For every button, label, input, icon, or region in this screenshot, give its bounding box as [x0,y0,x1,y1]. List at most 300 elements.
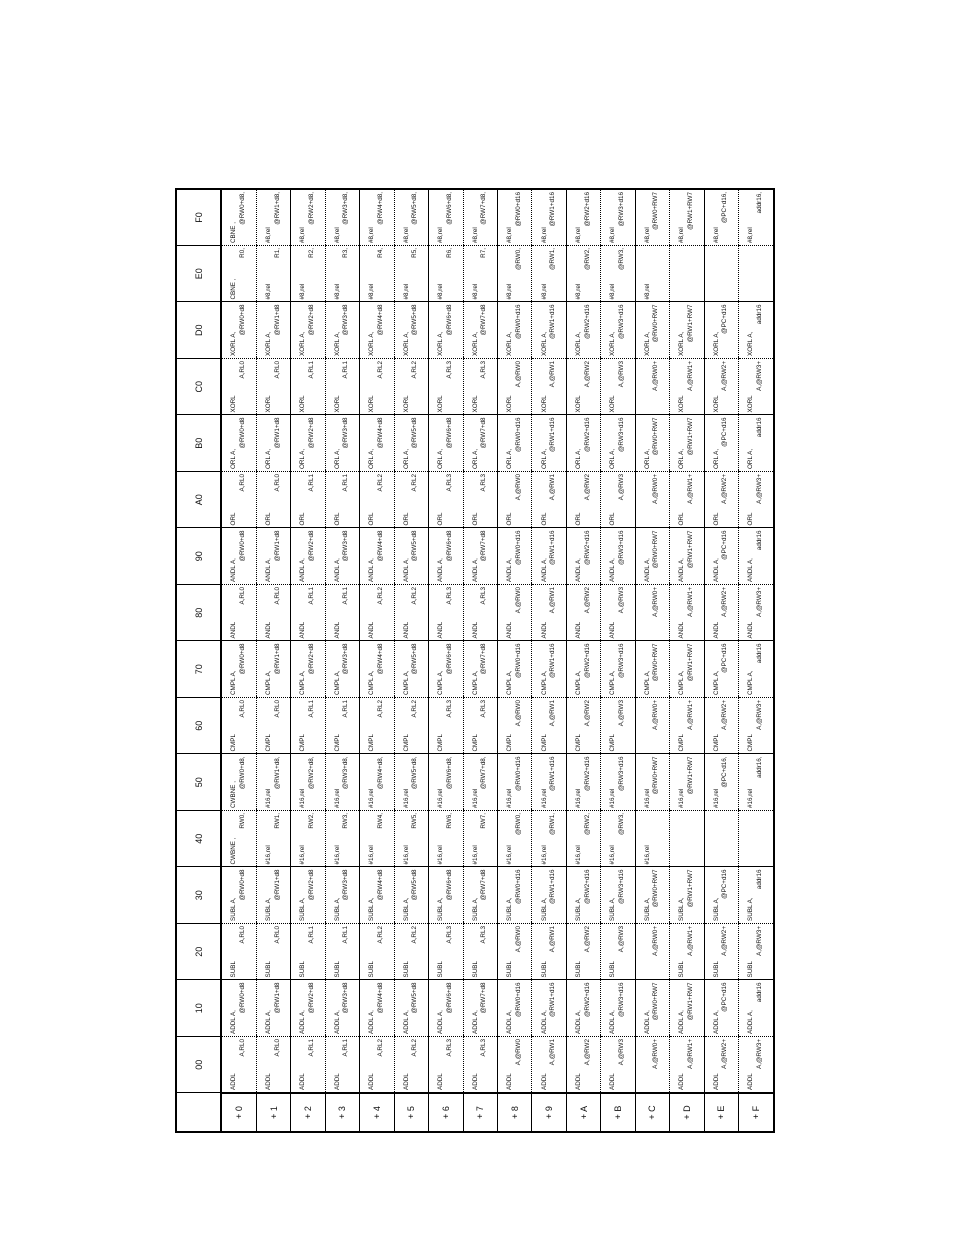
operand-text: @RW3+d16 [617,756,625,791]
mnemonic-text: XORL [230,395,238,413]
mnemonic-text: #8,rel [747,227,755,243]
mnemonic-text: #8,rel [540,227,548,243]
opcode-cell [325,811,359,868]
opcode-cell [256,302,290,359]
operand-text: @RW2+d8, [308,192,316,225]
mnemonic-text: SUBL A, [678,897,686,921]
table-row [601,189,635,1132]
operand-text: A,@RW3+ [756,1039,763,1069]
row-header: + 0 [221,1093,256,1132]
mnemonic-text: ORL [678,512,686,526]
mnemonic-text: SUBL [368,961,376,978]
operand-text: A,@RW1 [549,587,557,614]
mnemonic-text: #16,rel [333,788,341,808]
operand-text: A,RL0 [238,587,246,605]
mnemonic-text: ORL [471,512,479,526]
opcode-cell [221,359,256,416]
operand-text: @RW6+d8 [445,869,453,901]
opcode-cell [221,867,256,924]
rotated-table-frame [175,190,775,1133]
mnemonic-text: #8,rel [402,283,410,300]
operand-text: RW0, [238,813,246,829]
opcode-cell [394,415,428,472]
opcode-cell [394,528,428,585]
mnemonic-text: XORL A, [574,331,582,356]
operand-text: A,RL3 [445,926,453,944]
mnemonic-text: SUBL [230,961,238,978]
opcode-cell [221,811,256,868]
opcode-cell [256,415,290,472]
mnemonic-text: #8,rel [333,283,341,300]
mnemonic-text: #8,rel [368,227,376,243]
opcode-cell [429,189,463,246]
mnemonic-text: XORL A, [540,331,548,356]
opcode-cell [635,924,669,981]
mnemonic-text: XORL A, [609,331,617,356]
mnemonic-text: #16,rel [574,788,582,808]
opcode-cell [360,246,394,303]
operand-text: @RW3+d8 [342,304,350,336]
opcode-cell [704,189,738,246]
opcode-cell [394,811,428,868]
mnemonic-text: CMPL A, [609,670,617,695]
opcode-cell [256,980,290,1037]
opcode-cell [394,1037,428,1094]
opcode-cell [670,980,704,1037]
operand-text: A,@RW3 [617,1039,625,1066]
mnemonic-text: #16,rel [609,845,617,865]
opcode-cell [497,528,531,585]
opcode-cell [670,754,704,811]
mnemonic-text: XORL [609,395,617,413]
row-header: + D [670,1093,704,1132]
opcode-cell [635,698,669,755]
table-row [429,189,463,1132]
opcode-cell [704,754,738,811]
operand-text: A,@RW3 [617,361,625,388]
column-header: 20 [176,924,221,981]
operand-text: A,RL1 [342,1039,350,1057]
mnemonic-text: ORL [265,512,273,526]
mnemonic-text: ADDL [437,1073,445,1090]
mnemonic-text: CMPL [609,734,617,752]
mnemonic-text: XORL [712,395,720,413]
opcode-cell [497,246,531,303]
mnemonic-text: ANDL A, [643,558,651,582]
operand-text: A,@RW2+ [721,1039,729,1069]
mnemonic-text: #8,rel [609,227,617,243]
opcode-cell [291,246,325,303]
operand-text: @RW0+d8, [238,192,246,225]
operand-text: @RW1+d8, [273,756,281,790]
opcode-cell [566,1037,600,1094]
mnemonic-text: XORL A, [506,331,514,356]
opcode-cell [325,867,359,924]
operand-text: @RW3+d8, [342,192,350,225]
table-row [394,189,428,1132]
opcode-cell [463,528,497,585]
mnemonic-text: ADDL [333,1073,341,1090]
operand-text: addr16 [756,982,763,1003]
operand-text: A,@RW1+ [686,1039,694,1069]
opcode-cell [739,585,774,642]
opcode-cell [635,980,669,1037]
mnemonic-text: CMPL [402,734,410,752]
opcode-cell [704,867,738,924]
operand-text: @RW2+d8 [308,304,316,336]
opcode-cell [497,1037,531,1094]
opcode-cell [429,528,463,585]
opcode-cell [532,754,566,811]
operand-text: A,RL0 [273,361,281,379]
row-header: + 7 [463,1093,497,1132]
mnemonic-text: ADDL [712,1073,720,1090]
mnemonic-text: ORL A, [230,448,238,469]
operand-text: @RW0+d16 [514,530,522,565]
mnemonic-text: ADDL [368,1073,376,1090]
table-row [739,189,774,1132]
opcode-cell [394,980,428,1037]
opcode-cell [463,754,497,811]
operand-text: @RW1+d8 [273,643,281,675]
opcode-cell [394,302,428,359]
mnemonic-text: CBNE , [230,278,238,300]
opcode-cell [566,585,600,642]
mnemonic-text: #16,rel [299,845,307,865]
opcode-cell [291,528,325,585]
opcode-cell [704,415,738,472]
mnemonic-text: ORL [333,512,341,526]
operand-text: RW6, [445,813,453,829]
column-header: D0 [176,302,221,359]
mnemonic-text: SUBL A, [643,897,651,921]
operand-text: @RW3, [617,248,625,271]
operand-text: @RW3+d16 [617,192,625,227]
mnemonic-text: ORL [299,512,307,526]
opcode-cell [704,1037,738,1094]
mnemonic-text: SUBL [540,961,548,978]
column-header-row [176,189,221,1132]
mnemonic-text: ORL A, [643,448,651,469]
mnemonic-text: SUBL [471,961,479,978]
opcode-cell [635,359,669,416]
mnemonic-text: ANDL A, [540,558,548,582]
operand-text: @RW7+d8 [480,982,488,1014]
mnemonic-text: #8,rel [540,283,548,300]
opcode-cell [670,924,704,981]
opcode-cell [601,641,635,698]
mnemonic-text: CMPL A, [540,670,548,695]
operand-text: A,RL0 [273,587,281,605]
mnemonic-text: ANDL A, [368,558,376,582]
mnemonic-text: #16,rel [402,845,410,865]
operand-text: A,@RW1 [549,1039,557,1066]
opcode-cell [463,472,497,529]
mnemonic-text: ANDL A, [299,558,307,582]
operand-text: A,@RW3+ [756,700,763,730]
mnemonic-text: SUBL A, [712,897,720,921]
mnemonic-text: #8,rel [333,227,341,243]
opcode-cell [704,924,738,981]
operand-text: A,RL0 [238,926,246,944]
opcode-cell [635,472,669,529]
operand-text: @RW0+RW7 [652,982,660,1021]
opcode-cell [566,924,600,981]
column-header: A0 [176,472,221,529]
mnemonic-text: CMPL [299,734,307,752]
mnemonic-text: XORL [299,395,307,413]
operand-text: @RW4+d8 [376,643,384,675]
mnemonic-text: SUBL A, [368,897,376,921]
operand-text: A,RL1 [308,700,316,718]
mnemonic-text: #16,rel [712,788,720,808]
mnemonic-text: ADDL A, [643,1010,651,1034]
mnemonic-text: ORL [540,512,548,526]
opcode-cell [601,246,635,303]
mnemonic-text: SUBL A, [471,897,479,921]
opcode-cell [566,246,600,303]
mnemonic-text: CMPL [506,734,514,752]
operand-text: @RW0+RW7 [652,192,660,230]
operand-text: @RW2+d16 [583,304,591,339]
operand-text: @PC+d16, [721,192,729,224]
opcode-cell [739,754,774,811]
operand-text: @RW1+d16 [549,982,557,1017]
column-header: 80 [176,585,221,642]
opcode-cell [497,867,531,924]
opcode-cell [739,924,774,981]
opcode-cell [532,302,566,359]
mnemonic-text: #16,rel [471,845,479,865]
opcode-cell [601,1037,635,1094]
operand-text: A,@RW0 [514,1039,522,1066]
operand-text: A,@RW0+ [652,474,660,504]
mnemonic-text: ADDL A, [471,1010,479,1034]
mnemonic-text: #8,rel [265,227,273,243]
mnemonic-text: ANDL A, [402,558,410,582]
operand-text: RW4, [376,813,384,829]
mnemonic-text: SUBL [333,961,341,978]
operand-text: @RW5+d8, [411,192,419,225]
opcode-cell [291,302,325,359]
opcode-cell [463,1037,497,1094]
opcode-cell [670,359,704,416]
mnemonic-text: XORL [540,395,548,413]
opcode-cell [325,302,359,359]
mnemonic-text: ORL [402,512,410,526]
opcode-cell [394,359,428,416]
operand-text: @RW1, [549,813,557,836]
operand-text: @RW4+d8 [376,530,384,562]
mnemonic-text: #16,rel [333,845,341,865]
mnemonic-text: ADDL A, [333,1010,341,1034]
opcode-cell [256,698,290,755]
mnemonic-text: CWBNE , [230,837,238,865]
operand-text: @RW2, [583,813,591,836]
opcode-cell [221,585,256,642]
operand-text: A,@RW1 [549,361,557,388]
operand-text: A,@RW1 [549,474,557,501]
mnemonic-text: XORL A, [265,331,273,356]
row-header: + 2 [291,1093,325,1132]
mnemonic-text: XORL A, [368,331,376,356]
operand-text: A,RL1 [308,926,316,944]
column-header: 40 [176,811,221,868]
opcode-cell [463,359,497,416]
column-header: E0 [176,246,221,303]
operand-text: A,RL2 [411,361,419,379]
mnemonic-text: CMPL [265,734,273,752]
operand-text: @RW4+d8, [376,192,384,225]
mnemonic-text: ANDL [506,621,514,639]
mnemonic-text: #8,rel [712,227,720,243]
table-row [325,189,359,1132]
mnemonic-text: CMPL A, [265,670,273,695]
opcode-cell [429,415,463,472]
mnemonic-text: #16,rel [368,788,376,808]
table-row [291,189,325,1132]
operand-text: A,RL3 [480,361,488,379]
opcode-cell [497,585,531,642]
operand-text: R3, [342,248,350,258]
operand-text: A,@RW2+ [721,700,729,730]
operand-text: @RW1+RW7 [686,756,694,795]
operand-text: @PC+d16 [721,304,729,334]
opcode-cell [291,189,325,246]
mnemonic-text: CMPL [540,734,548,752]
opcode-cell [221,472,256,529]
mnemonic-text: ANDL [437,621,445,639]
operand-text: A,RL1 [342,926,350,944]
opcode-cell [256,359,290,416]
opcode-cell [291,811,325,868]
operand-text: A,@RW0 [514,474,522,501]
opcode-cell [704,528,738,585]
operand-text: addr16 [756,417,763,438]
mnemonic-text: ANDL A, [574,558,582,582]
mnemonic-text: #8,rel [471,283,479,300]
opcode-cell [463,980,497,1037]
mnemonic-text: #8,rel [506,283,514,300]
mnemonic-text: XORL [402,395,410,413]
operand-text: @RW1+RW7 [686,643,694,682]
operand-text: RW5, [411,813,419,829]
operand-text: @RW4+d8 [376,982,384,1014]
opcode-cell [532,472,566,529]
operand-text: @RW7+d8, [480,192,488,225]
opcode-cell [429,867,463,924]
opcode-cell [325,415,359,472]
mnemonic-text: SUBL A, [574,897,582,921]
operand-text: @RW0+RW7 [652,417,660,456]
operand-text: A,@RW2+ [721,587,729,617]
operand-text: @RW4+d8, [376,756,384,790]
operand-text: @RW2+d8 [308,417,316,449]
operand-text: @RW3+d16 [617,304,625,339]
operand-text: A,@RW1+ [686,700,694,730]
mnemonic-text: ANDL A, [506,558,514,582]
operand-text: @PC+d16 [721,643,729,673]
opcode-cell [325,754,359,811]
opcode-cell [429,811,463,868]
operand-text: A,@RW1+ [686,474,694,504]
opcode-cell [429,246,463,303]
table-row [532,189,566,1132]
operand-text: A,@RW0 [514,361,522,388]
mnemonic-text: SUBL [506,961,514,978]
operand-text: @RW0+RW7 [652,756,660,795]
mnemonic-text: ANDL [747,621,755,639]
operand-text: A,@RW2+ [721,474,729,504]
mnemonic-text: XORL [333,395,341,413]
opcode-cell [739,302,774,359]
operand-text: A,RL2 [376,926,384,944]
opcode-cell [739,359,774,416]
operand-text: @RW0+RW7 [652,869,660,908]
operand-text: A,RL3 [480,926,488,944]
mnemonic-text: CWBNE , [230,781,238,808]
opcode-cell [325,472,359,529]
operand-text: A,@RW3 [617,926,625,953]
opcode-cell [429,924,463,981]
opcode-cell [739,641,774,698]
mnemonic-text: SUBL A, [437,897,445,921]
mnemonic-text: ANDL A, [712,558,720,582]
opcode-cell [325,1037,359,1094]
mnemonic-text: XORL A, [471,331,479,356]
opcode-cell [635,754,669,811]
opcode-cell [463,189,497,246]
opcode-cell [704,980,738,1037]
mnemonic-text: #8,rel [506,227,514,243]
opcode-cell [291,472,325,529]
mnemonic-text: CMPL A, [574,670,582,695]
operand-text: A,@RW2+ [721,926,729,956]
mnemonic-text: XORL A, [678,331,686,356]
mnemonic-text: ADDL [265,1073,273,1090]
opcode-cell [256,585,290,642]
operand-text: A,RL0 [273,700,281,718]
row-header: + C [635,1093,669,1132]
opcode-cell [256,641,290,698]
mnemonic-text: ADDL A, [506,1010,514,1034]
row-header: + 5 [394,1093,428,1132]
mnemonic-text: #8,rel [437,227,445,243]
mnemonic-text: CMPL A, [471,670,479,695]
operand-text: @RW5+d8 [411,417,419,449]
mnemonic-text: CMPL [333,734,341,752]
mnemonic-text: ORL [368,512,376,526]
mnemonic-text: ADDL A, [230,1010,238,1034]
opcode-cell [635,528,669,585]
opcode-cell [532,811,566,868]
opcode-cell [635,302,669,359]
mnemonic-text: XORL A, [402,331,410,356]
mnemonic-text: XORL [368,395,376,413]
mnemonic-text: CMPL [712,734,720,752]
mnemonic-text: SUBL A, [333,897,341,921]
opcode-cell [325,641,359,698]
operand-text: A,RL0 [238,700,246,718]
opcode-cell [497,924,531,981]
mnemonic-text: #8,rel [299,283,307,300]
opcode-cell [532,359,566,416]
operand-text: A,@RW3 [617,700,625,727]
operand-text: @RW0+RW7 [652,643,660,682]
operand-text: @RW0+d8 [238,417,246,449]
opcode-cell [635,1037,669,1094]
opcode-cell [429,980,463,1037]
